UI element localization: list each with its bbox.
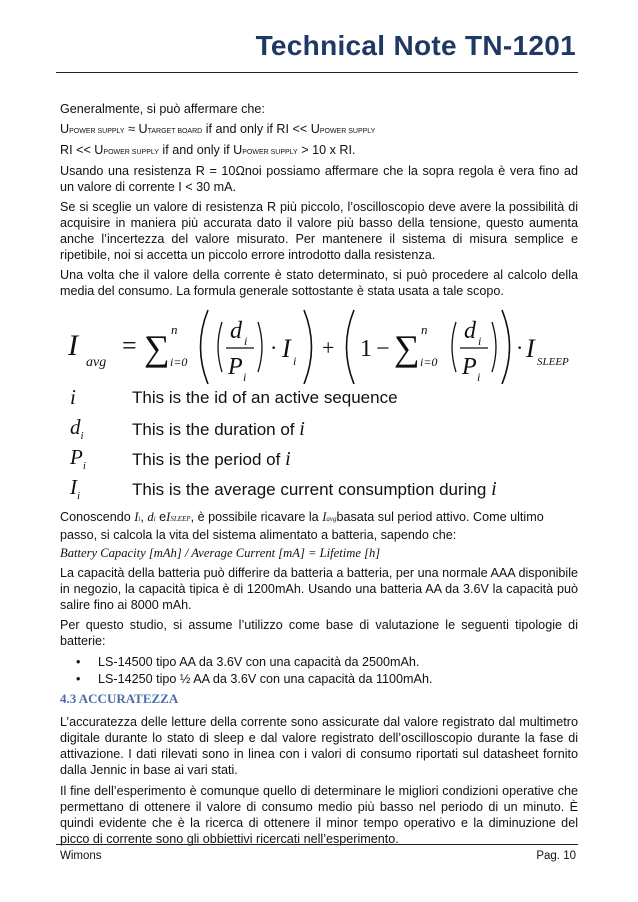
formula-d-2-sub: i	[478, 334, 482, 348]
formula-sum-1-top: n	[171, 322, 178, 337]
legend-symbol: $P_i$	[70, 445, 86, 473]
legend-symbol: $I_i$	[70, 475, 81, 503]
footer-page-number: Pag. 10	[536, 850, 576, 862]
formula-sum-2: ∑	[394, 328, 420, 368]
section-heading: 4.3 ACCURATEZZA	[60, 691, 179, 706]
formula-sum-2-bottom: i=0	[420, 355, 438, 369]
formula-one: 1	[360, 336, 372, 362]
legend-symbol: i	[70, 385, 76, 409]
paragraph-study: Per questo studio, si assume l’utilizzo come base di valutazione le seguenti tipologie di batterie:	[60, 618, 578, 648]
formula-paren-open-1b	[218, 322, 222, 372]
formula-plus: +	[322, 335, 335, 360]
formula-legend	[60, 385, 578, 503]
formula-p-2-sub: i	[477, 370, 481, 384]
formula-paren-close-2	[502, 310, 510, 384]
formula-paren-open-1	[201, 310, 209, 384]
formula-paren-close-1	[304, 310, 312, 384]
paragraph-accuracy: L’accuratezza delle letture della corrente sono assicurate dal valore registrato dal multimetro digitale durante lo stato di sleep e dal valore registrato dell’oscilloscopio durante la fase di attivazione. I dati rilevati sono in linea con i valori di consumo riportati sul datasheet fornito dalla Jennic in base ai vari stati.	[60, 715, 578, 777]
header-rule	[56, 72, 578, 73]
bullet-icon: •	[76, 672, 81, 686]
legend-text: This is the average current consumption during i	[132, 478, 497, 500]
formula-paren-close-1b	[258, 322, 262, 372]
formula-lhs: I	[68, 329, 78, 362]
paragraph-resistance: Usando una resistenza R = 10Ωnoi possiamo affermare che la sopra regola è vera fino ad un valore di corrente I < 30 mA.	[60, 164, 578, 194]
footer-rule	[56, 844, 578, 845]
formula-dot-2: ·	[516, 335, 524, 360]
formula-sum-1-bottom: i=0	[170, 355, 188, 369]
legend-text: This is the id of an active sequence	[132, 388, 398, 407]
legend-text: This is the duration of i	[132, 418, 305, 440]
relation-1: UPOWER SUPPLY ≈ UTARGET BOARD if and only if RI << UPOWER SUPPLY	[60, 122, 376, 136]
legend-symbol: $d_i$	[70, 415, 84, 443]
average-current-formula	[60, 300, 578, 390]
paragraph-intro: Generalmente, si può affermare che:	[60, 102, 265, 116]
bullet-icon: •	[76, 655, 81, 669]
legend-text: This is the period of i	[132, 448, 291, 470]
formula-lhs-sub: avg	[86, 355, 107, 370]
header-title: Technical Note TN-1201	[255, 30, 576, 61]
paragraph-capacity: La capacità della batteria può differire da batteria a batteria, per una normale AAA disponibile in negozio, la capacità tipica è di 1200mAh. Usando una batteria AA da 3.6V la capacità può salire fino ai 8000 mAh.	[60, 566, 578, 612]
footer-author: Wimons	[60, 850, 102, 862]
paragraph-oscilloscope: Se si sceglie un valore di resistenza R più piccolo, l’oscilloscopio deve avere la possibilità di acquisire in maniera più accurata dato il valore più basso della tensione, questo aumenta anche l’incertezza del valore misurato. Per mantenere il sistema di misura semplice e ripetibile, noi si accetta un piccolo errore introdotto dalla resistenza.	[60, 200, 578, 262]
formula-sum-1: ∑	[144, 328, 170, 368]
formula-paren-close-2b	[492, 322, 496, 372]
formula-isleep-sub: SLEEP	[537, 356, 569, 368]
formula-p-2: P	[462, 354, 477, 380]
formula-d-2: d	[464, 318, 476, 344]
document-page: Technical Note TN-1201 Generalmente, si può affermare che: UPOWER SUPPLY ≈ UTARGET BOARD if and only if RI << UPOWER SUPPLY RI << UPOWER SUPPLY if and only if UPOWER SUPPLY > 10 x RI. Usando una resistenza R = 10Ωnoi possiamo affermare che la sopra regola è vera fino ad un valore di corrente I < 30 mA. Se si sceglie un valore di resistenza R più piccolo, l’oscilloscopio deve avere la possibilità di acquisire in maniera più accurata dato il valore più basso della tensione, questo aumenta anche l’incertezza del valore misurato. Per mantenere il sistema di misura semplice e ripetibile, noi si accetta un piccolo errore introdotto dalla resistenza. Una volta che il valore della corrente è stato determinato, si può procedere al calcolo della media del consumo. La formula generale sottostante è stata usata a tale scopo. I avg = ∑ n i=0 d i P i · I i + 1 − ∑ n i=0 d i P i · I SLEEP i This is the id of an active sequence $d_i$ This is the duration of i $P_i$ This is the period of i $I_i$ This is the average current consumption during i Conoscendo Ii, di eISLEEP, è possibile ricavare la Iavgbasata sul period attivo. Come ultimo passo, si calcola la vita del sistema alimentato a batteria, sapendo che: Battery Capacity [mAh] / Average Current [mA] = Lifetime [h] La capacità della batteria può differire da batteria a batteria, per una normale AAA disponibile in negozio, la capacità tipica è di 1200mAh. Usando una batteria AA da 3.6V la capacità può salire fino ai 8000 mAh. Per questo studio, si assume l’utilizzo come base di valutazione le seguenti tipologie di batterie: • LS-14500 tipo AA da 3.6V con una capacità da 2500mAh. • LS-14250 tipo ½ AA da 3.6V con una capacità da 1100mAh. 4.3 ACCURATEZZA L’accuratezza delle letture della corrente sono assicurate dal valore registrato dal multimetro digitale durante lo stato di sleep e dal valore registrato dell’oscilloscopio durante la fase di attivazione. I dati rilevati sono in linea con i valori di consumo riportati sul datasheet fornito dalla Jennic in base ai vari stati. Il fine dell’esperimento è comunque quello di determinare le migliori condizioni operative che permettano di ottenere il valore di consumo medio più basso nel periodo di un minuto. È quindi evidente che è la ricerca di ottenere il minor tempo operativo e la diminuzione del picco di corrente sono gli obbiettivi ricercati nell’esperimento. Wimons Pag. 10	[0, 0, 638, 902]
formula-equals: =	[122, 331, 137, 360]
formula-paren-open-2b	[452, 322, 456, 372]
formula-minus: −	[376, 336, 390, 362]
formula-d-sub: i	[244, 334, 248, 348]
relation-2: RI << UPOWER SUPPLY if and only if UPOWER SUPPLY > 10 x RI.	[60, 143, 356, 157]
paragraph-experiment: Il fine dell’esperimento è comunque quello di determinare le migliori condizioni operative che permettano di ottenere il valore di consumo medio più basso nel periodo di un minuto. È quindi evidente che è la ricerca di ottenere il minor tempo operativo e la diminuzione del picco di corrente sono gli obbiettivi ricercati nell’esperimento.	[60, 784, 578, 846]
formula-isleep: I	[526, 334, 535, 363]
formula-p-sub: i	[243, 370, 247, 384]
lifetime-equation: Battery Capacity [mAh] / Average Current [mA] = Lifetime [h]	[60, 546, 381, 560]
formula-ii: I	[282, 334, 291, 363]
paragraph-knowing: Conoscendo Ii, di eISLEEP, è possibile ricavare la Iavgbasata sul period attivo. Come ultimo passo, si calcola la vita del sistema alimentato a batteria, sapendo che:	[60, 510, 544, 542]
formula-dot-1: ·	[270, 335, 278, 360]
paragraph-average: Una volta che il valore della corrente è stato determinato, si può procedere al calcolo della media del consumo. La formula generale sottostante è stata usata a tale scopo.	[60, 268, 578, 298]
formula-p: P	[228, 354, 243, 380]
formula-ii-sub: i	[293, 354, 297, 368]
formula-sum-2-top: n	[421, 322, 428, 337]
formula-d: d	[230, 318, 242, 344]
formula-paren-open-2	[347, 310, 355, 384]
